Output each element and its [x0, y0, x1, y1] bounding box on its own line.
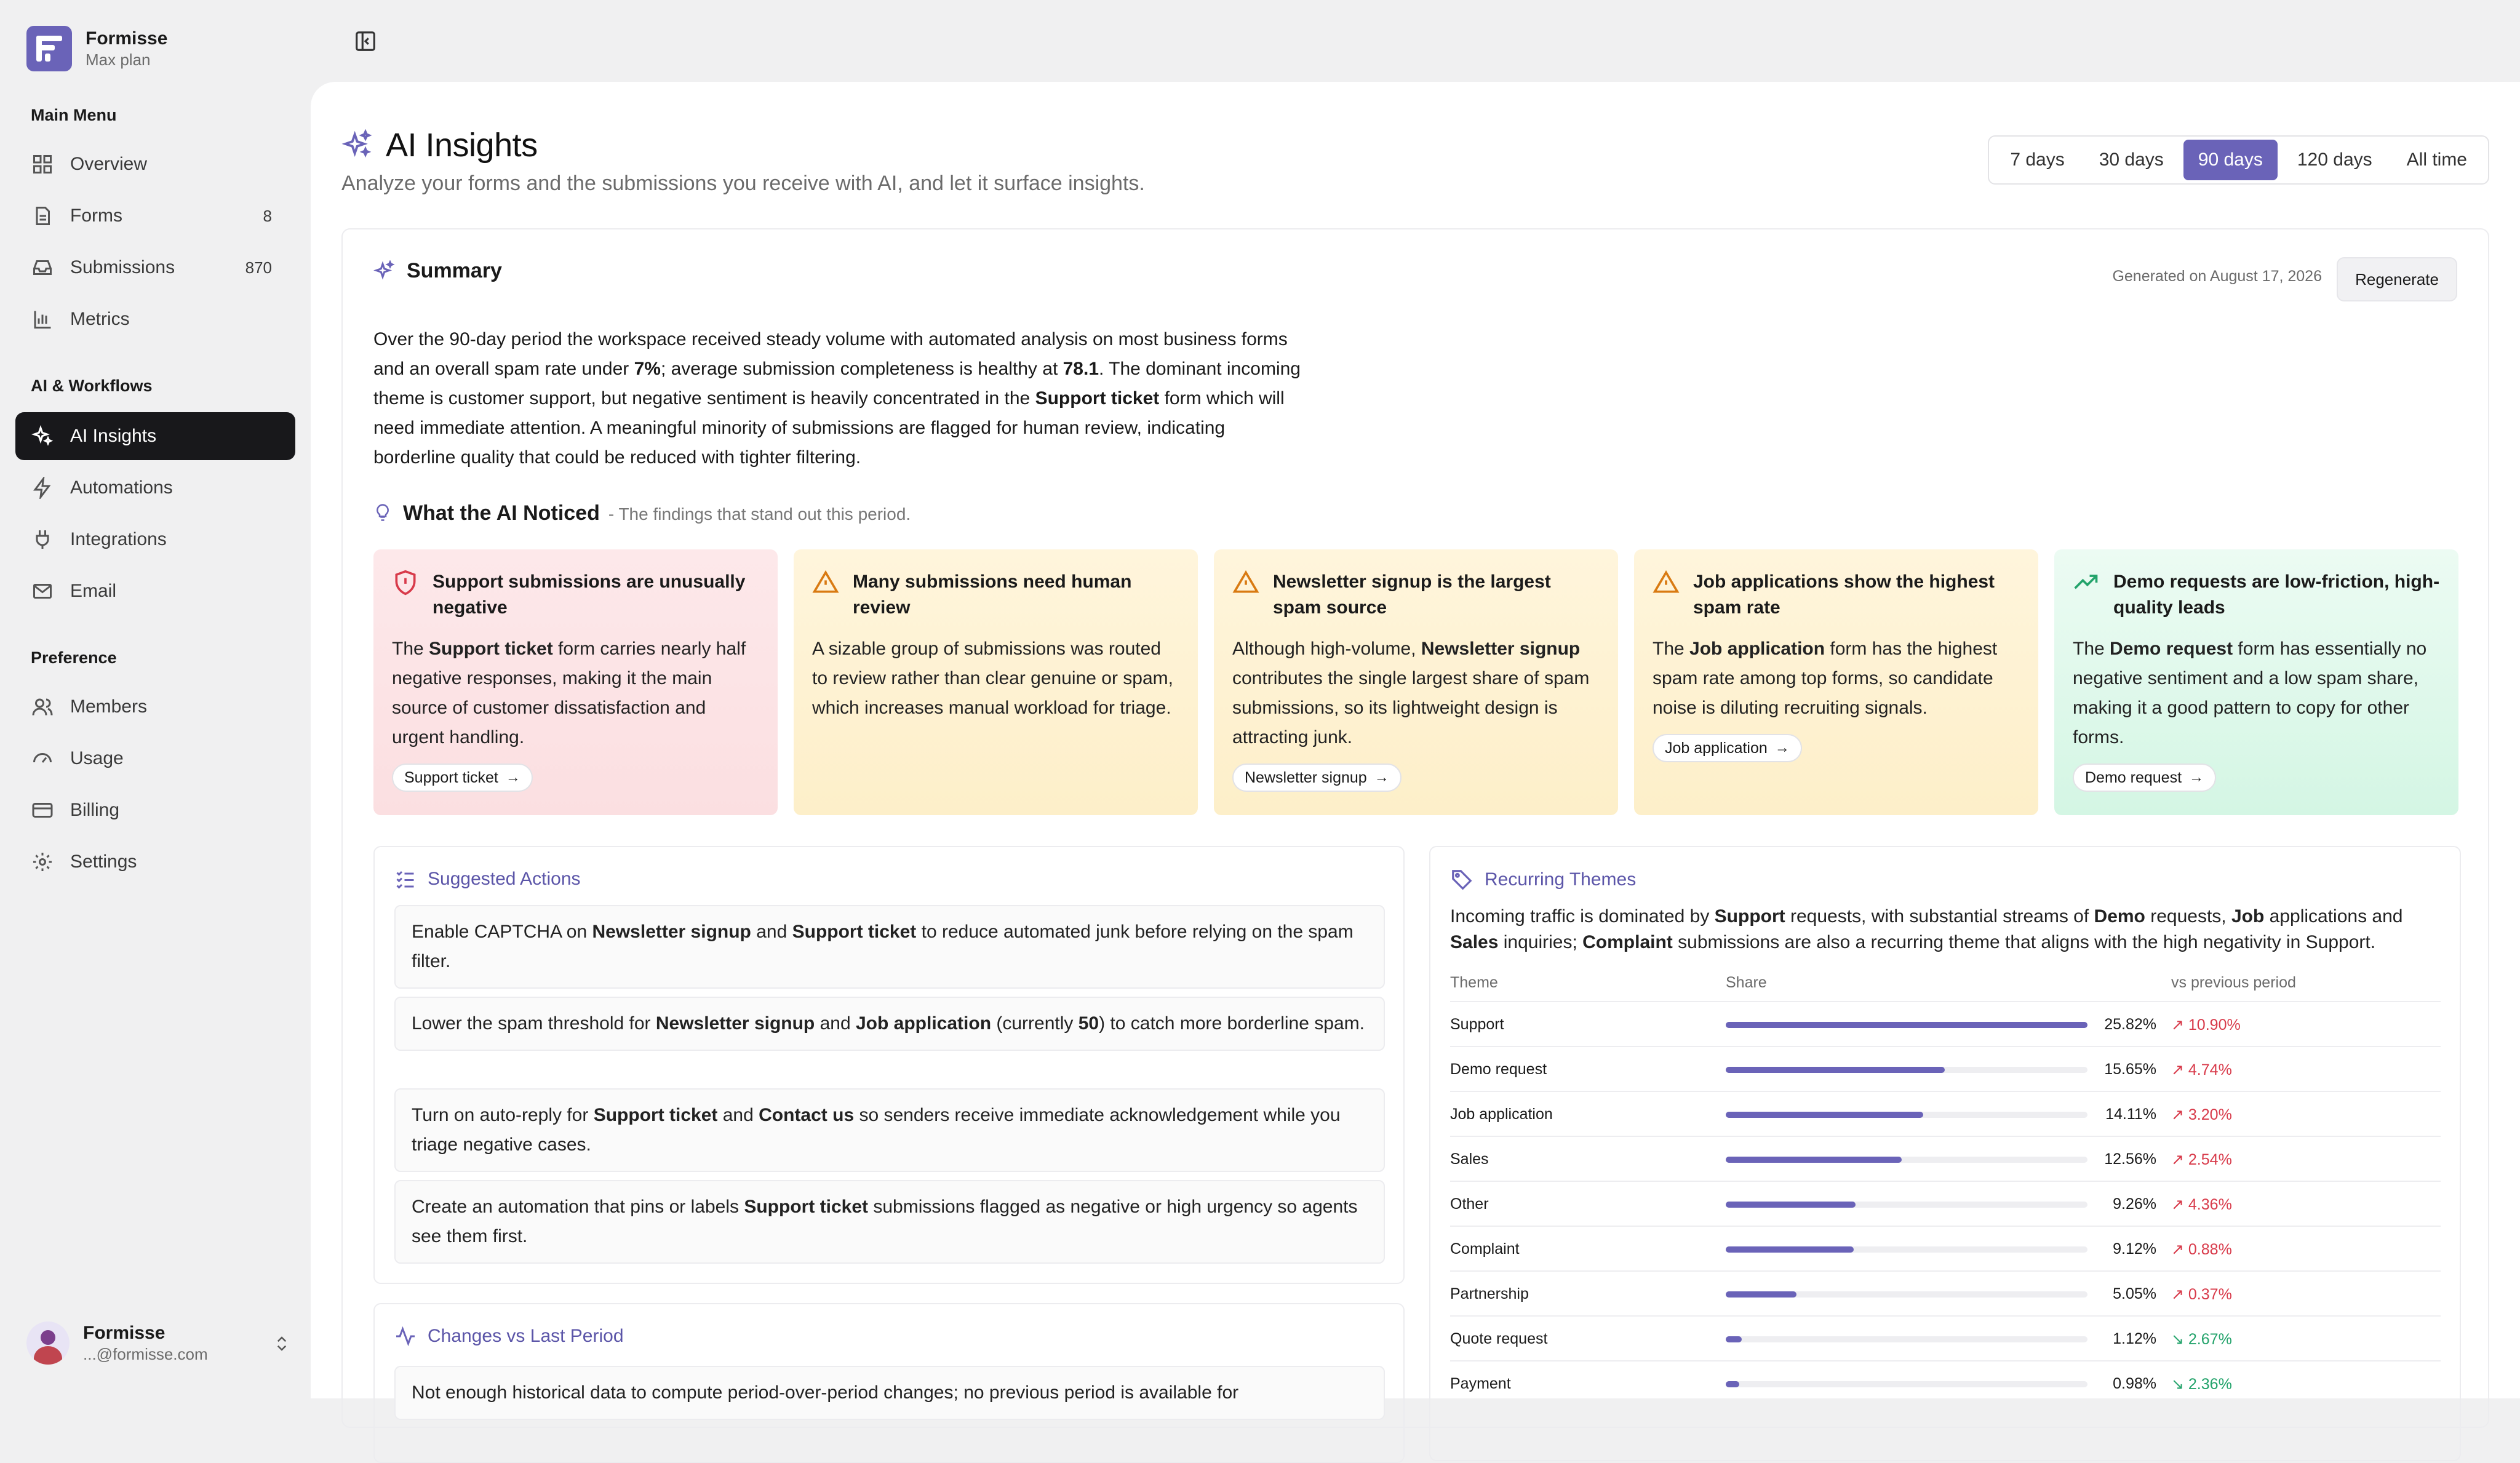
- delta-value: ↘ 2.67%: [2171, 1331, 2232, 1348]
- share-bar-track: [1726, 1291, 2087, 1298]
- share-value: 0.98%: [2113, 1375, 2156, 1392]
- user-email: ...@formisse.com: [83, 1345, 208, 1363]
- sidebar-item-label: Billing: [70, 800, 120, 820]
- changes-heading: Changes vs Last Period: [394, 1325, 624, 1347]
- sidebar-item-label: Automations: [70, 477, 173, 498]
- sidebar-item-members[interactable]: [15, 683, 295, 731]
- theme-name: Partnership: [1450, 1285, 1529, 1302]
- range-120-days[interactable]: 120 days: [2297, 149, 2372, 170]
- share-bar-track: [1726, 1157, 2087, 1163]
- share-value: 12.56%: [2104, 1150, 2156, 1168]
- delta-value: ↘ 2.36%: [2171, 1376, 2232, 1393]
- lightning-icon: [31, 476, 54, 500]
- sparkles-icon: [31, 425, 54, 448]
- delta-value: ↗ 2.54%: [2171, 1151, 2232, 1168]
- plug-icon: [31, 528, 54, 551]
- arrow-right-icon: →: [505, 769, 520, 786]
- sidebar-item-settings[interactable]: [15, 838, 295, 886]
- sidebar-item-overview[interactable]: [15, 140, 295, 188]
- action-item: Create an automation that pins or labels Support ticket submissions flagged as negative or high urgency so agents see them first.: [394, 1180, 1385, 1264]
- date-range-selector: [1988, 135, 2489, 185]
- theme-name: Other: [1450, 1195, 1489, 1213]
- share-bar: [1726, 1022, 2087, 1028]
- grid-icon: [31, 153, 54, 176]
- insight-card: [373, 549, 778, 815]
- credit-card-icon: [31, 799, 54, 822]
- nav-section-ai: AI & Workflows: [31, 377, 153, 395]
- share-bar: [1726, 1067, 1945, 1073]
- delta-value: ↗ 10.90%: [2171, 1016, 2241, 1034]
- gear-icon: [31, 850, 54, 874]
- insight-body: Although high-volume, Newsletter signup contributes the single largest share of spam submissions, so its lightweight design is attracting junk.: [1232, 639, 1590, 747]
- range-all-time[interactable]: All time: [2406, 149, 2467, 170]
- nav-section-preference: Preference: [31, 648, 117, 667]
- share-value: 15.65%: [2104, 1061, 2156, 1078]
- shield-alert-icon: [392, 569, 419, 596]
- share-value: 25.82%: [2104, 1016, 2156, 1033]
- share-bar-track: [1726, 1381, 2087, 1387]
- sidebar-item-integrations[interactable]: [15, 516, 295, 564]
- arrow-down-right-icon: ↘: [2171, 1331, 2188, 1348]
- col-delta-header: vs previous period: [2171, 974, 2296, 991]
- share-bar: [1726, 1336, 1742, 1342]
- action-item: Lower the spam threshold for Newsletter signup and Job application (currently 50) to catch more borderline spam.: [394, 997, 1385, 1051]
- lightbulb-icon: [373, 502, 392, 523]
- forms-count: 8: [263, 206, 272, 225]
- insight-title: Job applications show the highest spam rate: [1693, 572, 1995, 618]
- action-item: Enable CAPTCHA on Newsletter signup and Support ticket to reduce automated junk before relying on the spam filter.: [394, 905, 1385, 989]
- insight-title: Demo requests are low-friction, high-quality leads: [2113, 572, 2440, 618]
- share-bar-track: [1726, 1246, 2087, 1253]
- themes-description: Incoming traffic is dominated by Support requests, with substantial streams of Demo requests, Job applications and Sales inquiries; Complaint submissions are also a recurring theme that aligns with the high negativity in Support.: [1450, 906, 2403, 952]
- insight-card: [794, 549, 1198, 815]
- share-value: 9.12%: [2113, 1240, 2156, 1258]
- sidebar-item-label: Email: [70, 581, 117, 601]
- page-title-text: AI Insights: [386, 127, 538, 164]
- insight-card: [1634, 549, 2038, 815]
- arrow-right-icon: →: [1374, 769, 1389, 786]
- main-panel: [311, 82, 2520, 1403]
- col-theme-header: Theme: [1450, 974, 1498, 991]
- sidebar-item-label: Members: [70, 696, 148, 717]
- table-row: [1450, 1360, 2441, 1405]
- delta-value: ↗ 0.37%: [2171, 1286, 2232, 1303]
- insight-body: The Support ticket form carries nearly half negative responses, making it the main source of customer dissatisfaction and urgent handling.: [392, 639, 746, 747]
- sidebar-item-label: Metrics: [70, 309, 130, 329]
- noticed-heading: What the AI Noticed - The findings that stand out this period.: [373, 499, 911, 525]
- delta-value: ↗ 4.74%: [2171, 1061, 2232, 1078]
- table-row: [1450, 1136, 2441, 1181]
- insight-card: [2054, 549, 2458, 815]
- sidebar: [0, 0, 311, 1398]
- sidebar-item-billing[interactable]: [15, 786, 295, 834]
- form-link-pill[interactable]: Job application →: [1653, 734, 1802, 762]
- arrow-right-icon: →: [1774, 739, 1790, 756]
- table-row: [1450, 1315, 2441, 1360]
- document-icon: [31, 204, 54, 228]
- summary-heading: Summary: [373, 259, 502, 283]
- changes-panel: [373, 1303, 1405, 1463]
- table-row: [1450, 1226, 2441, 1270]
- table-row: [1450, 1091, 2441, 1136]
- theme-name: Demo request: [1450, 1061, 1547, 1078]
- sidebar-item-label: Submissions: [70, 257, 175, 277]
- inbox-icon: [31, 256, 54, 279]
- arrow-up-right-icon: ↗: [2171, 1286, 2188, 1303]
- sidebar-item-metrics[interactable]: [15, 295, 295, 343]
- delta-value: ↗ 3.20%: [2171, 1106, 2232, 1123]
- gauge-icon: [31, 747, 54, 770]
- arrow-up-right-icon: ↗: [2171, 1106, 2188, 1123]
- share-bar-track: [1726, 1202, 2087, 1208]
- arrow-up-right-icon: ↗: [2171, 1061, 2188, 1078]
- share-bar-track: [1726, 1336, 2087, 1342]
- activity-icon: [394, 1325, 417, 1347]
- share-bar: [1726, 1246, 1854, 1253]
- form-link-pill[interactable]: Support ticket →: [392, 763, 533, 792]
- arrow-right-icon: →: [2189, 769, 2204, 786]
- insights-card: [341, 228, 2489, 1428]
- recurring-themes-panel: [1429, 846, 2461, 1461]
- regenerate-button[interactable]: Regenerate: [2337, 257, 2457, 301]
- sidebar-toggle-icon[interactable]: [354, 30, 377, 53]
- page-title: [341, 126, 1145, 164]
- submissions-count: 870: [245, 258, 272, 277]
- theme-name: Sales: [1450, 1150, 1489, 1168]
- sidebar-item-label: AI Insights: [70, 426, 157, 446]
- workspace-name: Formisse: [86, 28, 168, 49]
- summary-text: Over the 90-day period the workspace received steady volume with automated analysis on most business forms and an overall spam rate under 7%; average submission completeness is healthy at 78.1. The dominant incoming theme is customer support, but negative sentiment is heavily concentrated in the Support ticket form which will need immediate attention. A meaningful minority of submissions are flagged for human review, indicating borderline quality that could be reduced with tighter filtering.: [373, 329, 1301, 468]
- insight-title: Many submissions need human review: [853, 572, 1132, 618]
- arrow-down-right-icon: ↘: [2171, 1376, 2188, 1393]
- user-menu[interactable]: [26, 1321, 291, 1365]
- insight-title: Newsletter signup is the largest spam source: [1273, 572, 1551, 618]
- range-7-days[interactable]: 7 days: [2010, 149, 2065, 170]
- theme-name: Job application: [1450, 1106, 1553, 1123]
- mail-icon: [31, 580, 54, 603]
- share-value: 1.12%: [2113, 1330, 2156, 1347]
- table-row: [1450, 1001, 2441, 1046]
- share-value: 9.26%: [2113, 1195, 2156, 1213]
- sidebar-item-automations[interactable]: [15, 464, 295, 512]
- sidebar-item-label: Forms: [70, 205, 122, 226]
- arrow-up-right-icon: ↗: [2171, 1241, 2188, 1258]
- share-bar: [1726, 1291, 1796, 1298]
- share-bar-track: [1726, 1022, 2087, 1028]
- theme-name: Support: [1450, 1016, 1504, 1033]
- brand-logo: [26, 26, 72, 71]
- insight-body: The Job application form has the highest spam rate among top forms, so candidate noise is diluting recruiting signals.: [1653, 639, 1998, 718]
- col-share-header: Share: [1726, 974, 1767, 991]
- action-item: Turn on auto-reply for Support ticket and Contact us so senders receive immediate acknowledgement while you triage negative cases.: [394, 1088, 1385, 1172]
- sparkles-icon: [373, 260, 396, 282]
- table-row: [1450, 1181, 2441, 1226]
- share-bar: [1726, 1112, 1923, 1118]
- avatar: [26, 1321, 70, 1365]
- warning-icon: [812, 569, 839, 596]
- workspace-switcher[interactable]: [26, 26, 167, 71]
- arrow-up-right-icon: ↗: [2171, 1016, 2188, 1034]
- sidebar-item-ai-insights[interactable]: [15, 412, 295, 460]
- sidebar-item-email[interactable]: [15, 567, 295, 615]
- share-bar: [1726, 1157, 1902, 1163]
- table-row: [1450, 1270, 2441, 1315]
- share-value: 14.11%: [2105, 1106, 2156, 1123]
- sparkles-icon: [341, 129, 373, 161]
- sidebar-item-usage[interactable]: [15, 735, 295, 783]
- recurring-themes-heading: Recurring Themes: [1450, 868, 1636, 891]
- share-bar-track: [1726, 1067, 2087, 1073]
- nav-section-main: Main Menu: [31, 106, 117, 124]
- sidebar-item-label: Overview: [70, 154, 148, 174]
- insight-body: The Demo request form has essentially no negative sentiment and a low spam share, making it a good pattern to copy for other forms.: [2073, 639, 2427, 747]
- arrow-up-right-icon: ↗: [2171, 1196, 2188, 1213]
- theme-name: Quote request: [1450, 1330, 1548, 1347]
- sidebar-item-label: Usage: [70, 748, 124, 768]
- insight-title: Support submissions are unusually negative: [433, 572, 746, 618]
- theme-name: Payment: [1450, 1375, 1511, 1392]
- page-subtitle: Analyze your forms and the submissions you receive with AI, and let it surface insights.: [341, 172, 1145, 195]
- chevron-up-down-icon: [273, 1333, 291, 1355]
- generated-date: Generated on August 17, 2026: [2112, 268, 2322, 285]
- share-bar: [1726, 1381, 1739, 1387]
- arrow-up-right-icon: ↗: [2171, 1151, 2188, 1168]
- tag-icon: [1450, 868, 1473, 891]
- suggested-actions-heading: Suggested Actions: [394, 868, 581, 890]
- share-bar: [1726, 1202, 1856, 1208]
- form-link-pill[interactable]: Newsletter signup →: [1232, 763, 1402, 792]
- sidebar-item-label: Integrations: [70, 529, 167, 549]
- workspace-plan: Max plan: [86, 50, 151, 69]
- sidebar-item-label: Settings: [70, 851, 137, 872]
- delta-value: ↗ 4.36%: [2171, 1196, 2232, 1213]
- share-value: 5.05%: [2113, 1285, 2156, 1302]
- changes-message: Not enough historical data to compute period-over-period changes; no previous period is available for: [394, 1366, 1385, 1420]
- users-icon: [31, 695, 54, 719]
- range-30-days[interactable]: 30 days: [2099, 149, 2164, 170]
- insight-body: A sizable group of submissions was routed to review rather than clear genuine or spam, which increases manual workload for triage.: [812, 639, 1173, 718]
- range-90-days[interactable]: 90 days: [2183, 140, 2278, 180]
- delta-value: ↗ 0.88%: [2171, 1241, 2232, 1258]
- warning-icon: [1232, 569, 1259, 596]
- form-link-pill[interactable]: Demo request →: [2073, 763, 2216, 792]
- table-row: [1450, 1046, 2441, 1091]
- sidebar-item-forms[interactable]: [15, 192, 295, 240]
- trending-up-icon: [2073, 569, 2100, 596]
- user-name: Formisse: [83, 1323, 165, 1343]
- share-bar-track: [1726, 1112, 2087, 1118]
- insight-card: [1214, 549, 1618, 815]
- suggested-actions-panel: [373, 846, 1405, 1284]
- bar-chart-icon: [31, 308, 54, 331]
- checklist-icon: [394, 868, 417, 890]
- warning-icon: [1653, 569, 1680, 596]
- sidebar-item-submissions[interactable]: [15, 244, 295, 292]
- theme-name: Complaint: [1450, 1240, 1520, 1258]
